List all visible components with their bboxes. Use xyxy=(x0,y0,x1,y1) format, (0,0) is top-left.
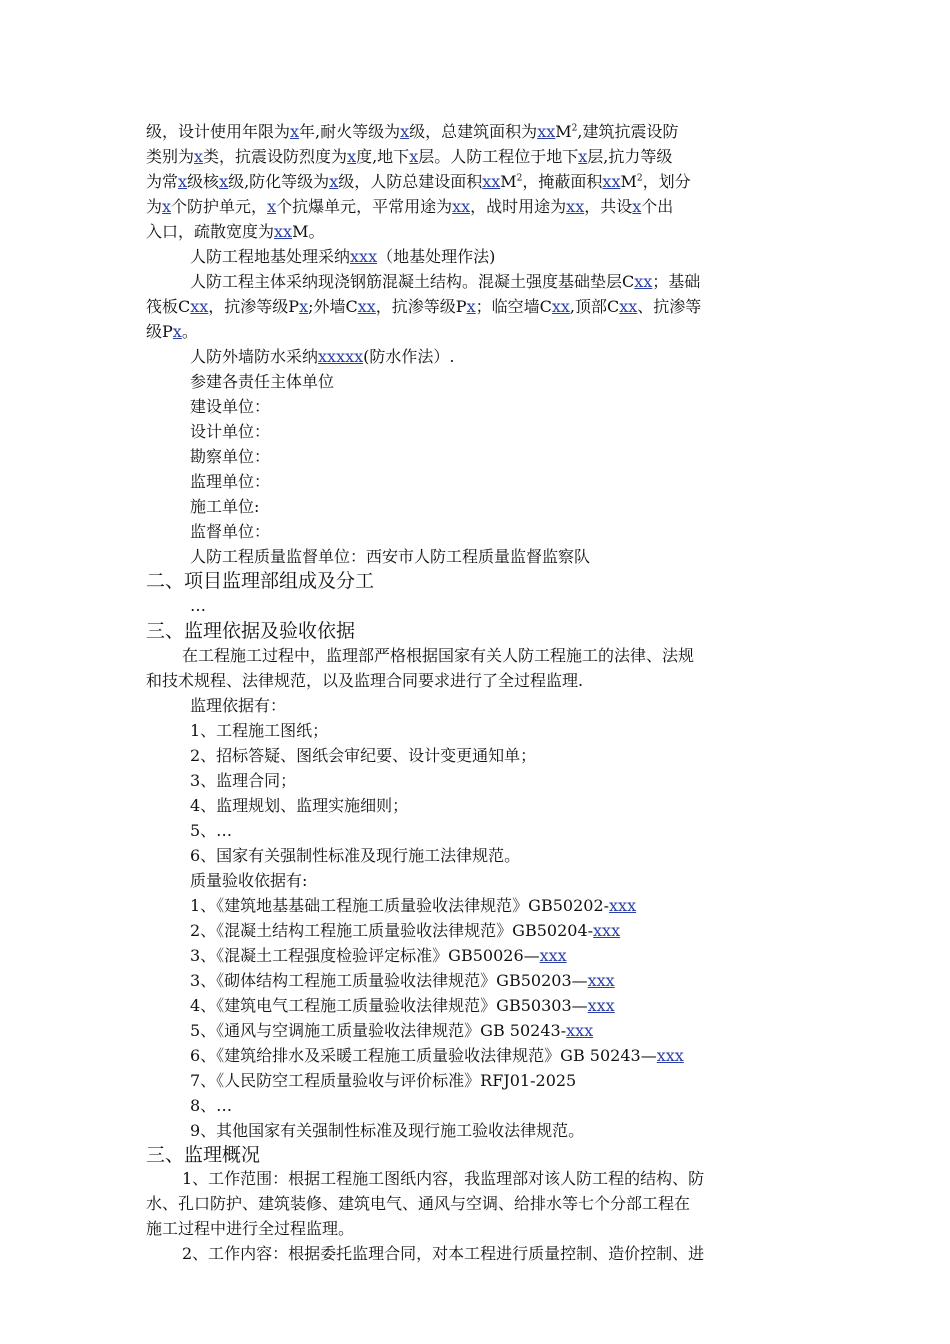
text-line xyxy=(146,145,806,169)
section-heading-3b xyxy=(146,1142,260,1168)
placeholder-link[interactable]: x xyxy=(409,147,419,166)
text-segment: 水、孔口防护、建筑装修、建筑电气、通风与空调、给排水等七个分部工程在 xyxy=(146,1194,691,1213)
text-segment: 、抗渗等 xyxy=(637,297,702,316)
text-segment: 为 xyxy=(146,197,163,216)
text-segment: 个出 xyxy=(641,197,674,216)
placeholder-link[interactable]: xx xyxy=(602,172,621,191)
placeholder-link[interactable]: xx xyxy=(274,222,293,241)
placeholder-link[interactable]: x xyxy=(632,197,642,216)
text-segment: 人防外墙防水采纳 xyxy=(190,347,319,366)
text-line xyxy=(190,1119,850,1143)
text-line xyxy=(190,844,850,868)
text-segment: ,建筑抗震设防 xyxy=(577,122,679,141)
text-line xyxy=(190,520,850,544)
text-line xyxy=(182,644,842,668)
text-segment: ，抗渗等级P xyxy=(208,297,300,316)
text-segment: 2、工作内容：根据委托监理合同，对本工程进行质量控制、造价控制、进 xyxy=(182,1244,705,1263)
placeholder-link[interactable]: xxx xyxy=(593,921,621,940)
text-segment: 个抗爆单元，平常用途为 xyxy=(276,197,453,216)
text-segment: 。 xyxy=(181,322,198,341)
placeholder-link[interactable]: xx xyxy=(452,197,471,216)
text-line xyxy=(190,769,850,793)
text-line xyxy=(146,220,806,244)
text-line xyxy=(190,869,850,893)
text-segment: ;外墙C xyxy=(308,297,358,316)
text-segment: 2、招标答疑、图纸会审纪要、设计变更通知单； xyxy=(190,746,537,765)
placeholder-link[interactable]: xx xyxy=(357,297,376,316)
text-segment: (防水作法）. xyxy=(363,347,455,366)
text-segment: 3、《砌体结构工程施工质量验收法律规范》GB50203— xyxy=(190,971,588,990)
placeholder-link[interactable]: xxx xyxy=(656,1046,684,1065)
text-segment: 级，总建筑面积为 xyxy=(409,122,538,141)
text-segment: 3、《混凝土工程强度检验评定标准》GB50026— xyxy=(190,946,540,965)
placeholder-link[interactable]: xx xyxy=(634,272,653,291)
placeholder-link[interactable]: xx xyxy=(551,297,570,316)
text-segment: M xyxy=(500,172,517,191)
text-line xyxy=(190,445,850,469)
text-segment: 监理单位： xyxy=(190,472,271,491)
placeholder-link[interactable]: xx xyxy=(190,297,209,316)
text-segment: 层,抗力等级 xyxy=(587,147,673,166)
text-line xyxy=(146,170,806,194)
text-line xyxy=(146,1217,806,1241)
text-segment: 1、《建筑地基基础工程施工质量验收法律规范》GB50202- xyxy=(190,896,610,915)
text-segment: 级，设计使用年限为 xyxy=(146,122,291,141)
text-segment: M xyxy=(555,122,572,141)
text-segment: 层。人防工程位于地下 xyxy=(418,147,579,166)
text-segment: 人防工程地基处理采纳 xyxy=(190,247,351,266)
text-segment: 7、《人民防空工程质量验收与评价标准》RFJ01-2025 xyxy=(190,1071,577,1090)
text-line xyxy=(190,719,850,743)
text-segment: 参建各责任主体单位 xyxy=(190,372,335,391)
text-segment: 级,防化等级为 xyxy=(228,172,330,191)
text-segment: 质量验收依据有: xyxy=(190,871,308,890)
text-segment: 施工过程中进行全过程监理。 xyxy=(146,1219,355,1238)
text-segment: ，抗渗等级P xyxy=(375,297,467,316)
text-line xyxy=(190,744,850,768)
text-segment: 5、《通风与空调施工质量验收法律规范》GB 50243- xyxy=(190,1021,567,1040)
placeholder-link[interactable]: x xyxy=(162,197,172,216)
text-segment: 人防工程主体采纳现浇钢筋混凝土结构。混凝土强度基础垫层C xyxy=(190,272,635,291)
placeholder-link[interactable]: xx xyxy=(537,122,556,141)
text-segment: ，共设 xyxy=(584,197,633,216)
text-line xyxy=(190,794,850,818)
placeholder-link[interactable]: xxx xyxy=(566,1021,594,1040)
text-segment: 9、其他国家有关强制性标准及现行施工验收法律规范。 xyxy=(190,1121,585,1140)
text-segment: ，战时用途为 xyxy=(470,197,567,216)
text-segment: 个防护单元， xyxy=(171,197,268,216)
text-line xyxy=(146,1192,806,1216)
text-line xyxy=(190,470,850,494)
placeholder-link[interactable]: x xyxy=(299,297,309,316)
placeholder-link[interactable]: xxx xyxy=(609,896,637,915)
text-segment: 度,地下 xyxy=(356,147,410,166)
text-line xyxy=(182,1167,842,1191)
text-segment: 为常 xyxy=(146,172,179,191)
text-segment: 筏板C xyxy=(146,297,191,316)
placeholder-link[interactable]: xxx xyxy=(539,946,567,965)
text-line xyxy=(190,1069,850,1093)
text-line xyxy=(190,919,850,943)
text-segment: 5、… xyxy=(190,821,233,840)
placeholder-link[interactable]: xxx xyxy=(350,247,378,266)
text-segment: 8、… xyxy=(190,1096,233,1115)
text-segment: ,顶部C xyxy=(569,297,620,316)
text-segment: 建设单位： xyxy=(190,397,271,416)
text-segment: 设计单位： xyxy=(190,422,271,441)
text-segment: 在工程施工过程中，监理部严格根据国家有关人防工程施工的法律、法规 xyxy=(182,646,695,665)
text-segment: 施工单位: xyxy=(190,497,260,516)
text-segment: 年,耐火等级为 xyxy=(299,122,401,141)
text-segment: 级P xyxy=(146,322,173,341)
placeholder-link[interactable]: x xyxy=(267,197,277,216)
text-line xyxy=(146,120,806,144)
text-line xyxy=(190,395,850,419)
text-line xyxy=(190,594,850,618)
superscript: 2 xyxy=(571,123,578,134)
text-line xyxy=(190,1094,850,1118)
text-segment: 类别为 xyxy=(146,147,195,166)
placeholder-link[interactable]: x xyxy=(578,147,588,166)
placeholder-link[interactable]: x xyxy=(329,172,339,191)
text-segment: 监督单位： xyxy=(190,522,271,541)
text-line xyxy=(146,295,806,319)
text-line xyxy=(146,320,806,344)
section-heading-2 xyxy=(146,568,374,594)
placeholder-link[interactable]: x xyxy=(178,172,188,191)
text-segment: M xyxy=(620,172,637,191)
placeholder-link[interactable]: xxx xyxy=(587,971,615,990)
text-line xyxy=(182,1242,842,1266)
placeholder-link[interactable]: xxx xyxy=(587,996,615,1015)
text-segment: 入口，疏散宽度为 xyxy=(146,222,275,241)
text-segment: 2、《混凝土结构工程施工质量验收法律规范》GB50204- xyxy=(190,921,594,940)
text-segment: ，划分 xyxy=(642,172,691,191)
text-segment: ；基础 xyxy=(652,272,701,291)
text-segment: 4、监理规划、监理实施细则； xyxy=(190,796,409,815)
placeholder-link[interactable]: x xyxy=(172,322,182,341)
text-segment: 人防工程质量监督单位：西安市人防工程质量监督监察队 xyxy=(190,547,591,566)
text-segment: 级核 xyxy=(187,172,220,191)
text-line xyxy=(190,370,850,394)
text-line xyxy=(190,994,850,1018)
placeholder-link[interactable]: xxxxx xyxy=(318,347,364,366)
text-segment: 二、项目监理部组成及分工 xyxy=(146,570,375,592)
text-segment: 3、监理合同； xyxy=(190,771,297,790)
placeholder-link[interactable]: x xyxy=(194,147,204,166)
placeholder-link[interactable]: x xyxy=(347,147,357,166)
section-heading-3 xyxy=(146,618,355,644)
text-segment: 6、《建筑给排水及采暖工程施工质量验收法律规范》GB 50243— xyxy=(190,1046,657,1065)
text-line xyxy=(190,969,850,993)
text-line xyxy=(190,819,850,843)
text-segment: 勘察单位： xyxy=(190,447,271,466)
superscript: 2 xyxy=(516,173,523,184)
placeholder-link[interactable]: x xyxy=(466,297,476,316)
placeholder-link[interactable]: xx xyxy=(619,297,638,316)
text-segment: ；临空墙C xyxy=(475,297,552,316)
placeholder-link[interactable]: x xyxy=(290,122,300,141)
text-segment: 监理依据有： xyxy=(190,696,287,715)
text-line xyxy=(190,694,850,718)
text-line xyxy=(190,420,850,444)
text-line xyxy=(190,1044,850,1068)
text-segment: 1、工作范围：根据工程施工图纸内容，我监理部对该人防工程的结构、防 xyxy=(182,1169,705,1188)
text-line xyxy=(190,944,850,968)
text-segment: ，掩蔽面积 xyxy=(522,172,603,191)
superscript: 2 xyxy=(636,173,643,184)
text-line xyxy=(146,195,806,219)
text-segment: 级，人防总建设面积 xyxy=(338,172,483,191)
text-segment: 和技术规程、法律规范，以及监理合同要求进行了全过程监理. xyxy=(146,671,584,690)
text-line xyxy=(190,545,850,569)
placeholder-link[interactable]: xx xyxy=(566,197,585,216)
text-line xyxy=(190,1019,850,1043)
text-line xyxy=(190,270,850,294)
text-segment: （地基处理作法) xyxy=(377,247,496,266)
text-line xyxy=(190,495,850,519)
text-segment: M。 xyxy=(292,222,325,241)
text-line xyxy=(190,345,850,369)
text-segment: 4、《建筑电气工程施工质量验收法律规范》GB50303— xyxy=(190,996,588,1015)
placeholder-link[interactable]: x xyxy=(219,172,229,191)
text-line xyxy=(190,245,850,269)
text-line xyxy=(190,894,850,918)
text-segment: 6、国家有关强制性标准及现行施工法律规范。 xyxy=(190,846,521,865)
placeholder-link[interactable]: xx xyxy=(482,172,501,191)
placeholder-link[interactable]: x xyxy=(400,122,410,141)
text-segment: 三、监理概况 xyxy=(146,1144,261,1166)
text-segment: 三、监理依据及验收依据 xyxy=(146,620,356,642)
text-line xyxy=(146,669,806,693)
text-segment: … xyxy=(190,596,206,615)
text-segment: 1、工程施工图纸； xyxy=(190,721,329,740)
text-segment: 类，抗震设防烈度为 xyxy=(203,147,348,166)
